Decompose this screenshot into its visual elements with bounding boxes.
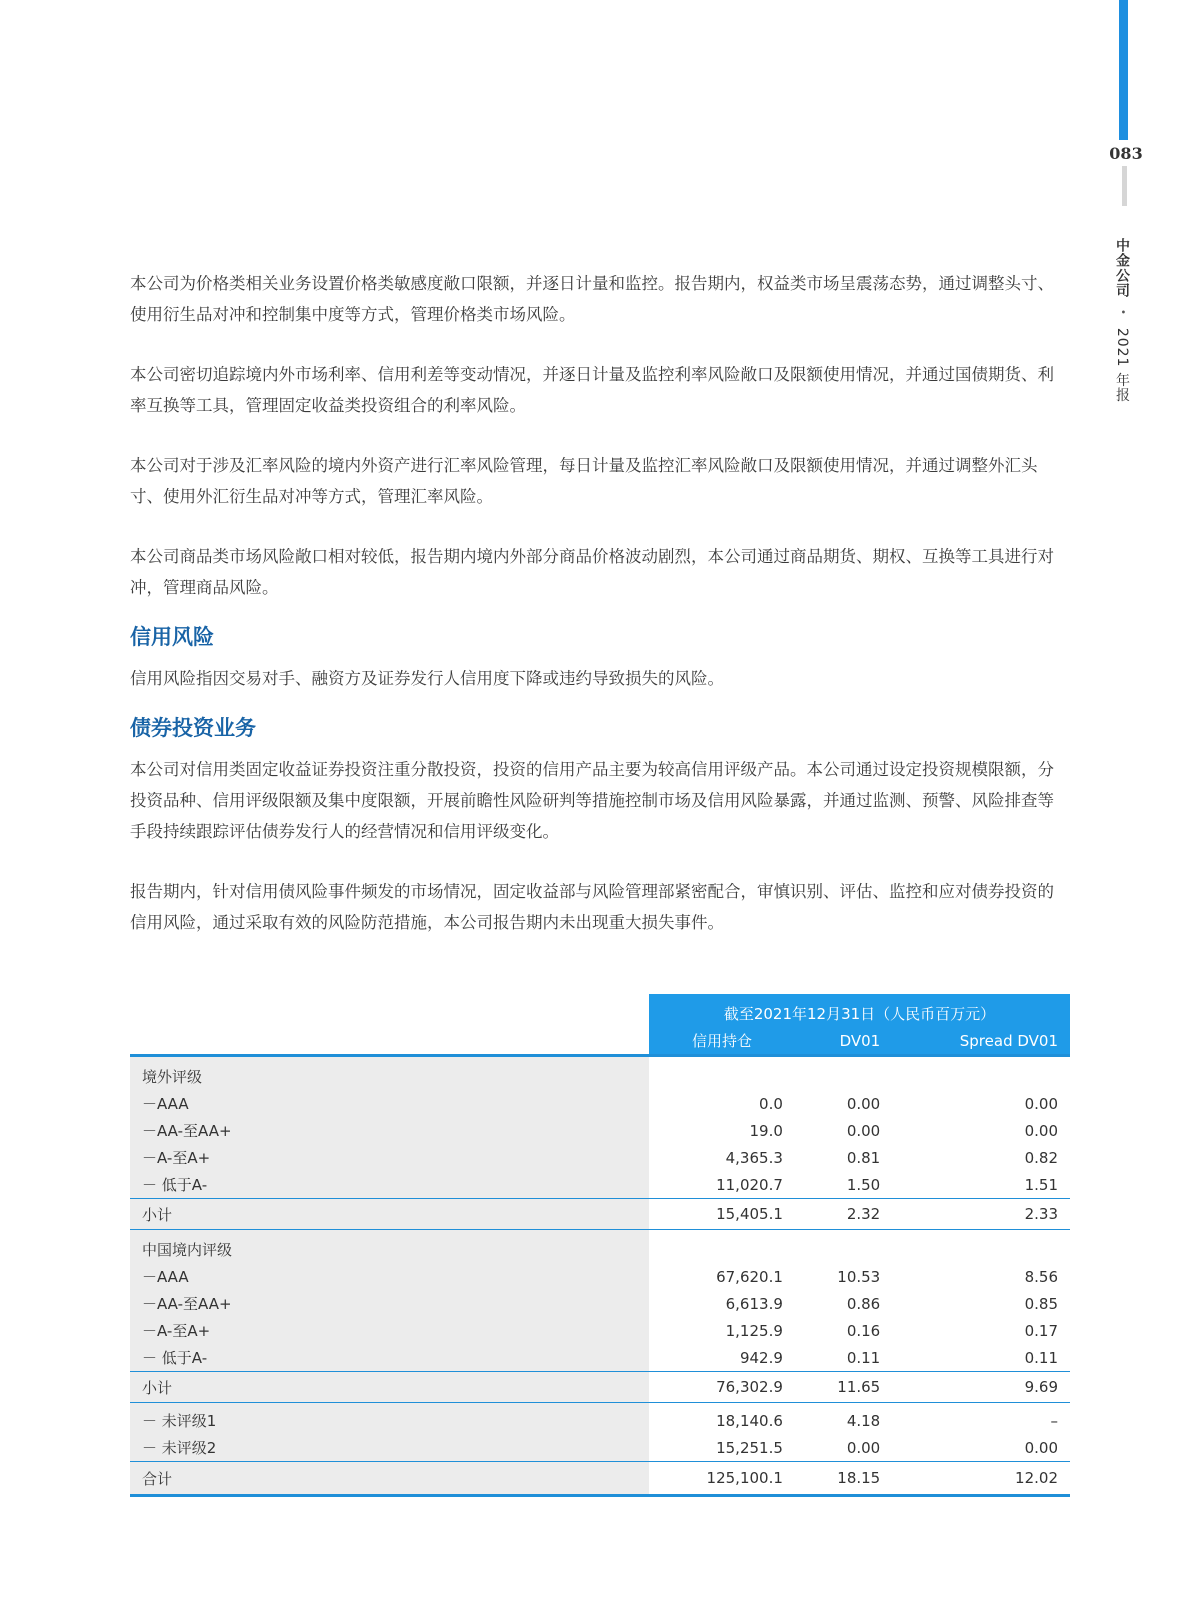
- table-row: [130, 1344, 1070, 1372]
- cell-position: 19.0: [749, 1121, 783, 1140]
- cell-dv01: 0.00: [846, 1438, 881, 1457]
- cell-dv01: 0.81: [846, 1148, 881, 1167]
- row-label: － 未评级1: [130, 1403, 649, 1435]
- row-label: －A-至A+: [130, 1144, 649, 1171]
- cell-position: 4,365.3: [725, 1148, 783, 1167]
- cell-dv01: 10.53: [837, 1267, 881, 1286]
- paragraph-bond-1: 本公司对信用类固定收益证券投资注重分散投资，投资的信用产品主要为较高信用评级产品。本公司通过设定投资规模限额，分投资品种、信用评级限额及集中度限额，开展前瞻性风险研判等措施控制市场及信用风险暴露，并通过监测、预警、风险排查等手段持续跟踪评估债券发行人的经营情况和信用评级变化。: [130, 760, 1054, 841]
- cell-dv01: 11.65: [795, 1372, 892, 1403]
- row-label: － 低于A-: [130, 1171, 649, 1199]
- table-row: [130, 1171, 1070, 1199]
- row-label: － 未评级2: [130, 1434, 649, 1462]
- cell-dv01: 0.00: [846, 1121, 881, 1140]
- cell-spread-dv01: –: [1050, 1411, 1058, 1430]
- column-header-dv01: DV01: [795, 1027, 892, 1056]
- cell-spread-dv01: 9.69: [892, 1372, 1070, 1403]
- cell-spread-dv01: 0.17: [1024, 1321, 1058, 1340]
- row-label: －AAA: [130, 1263, 649, 1290]
- report-year: 2021 年报: [1114, 327, 1130, 403]
- cell-position: 11,020.7: [716, 1175, 783, 1194]
- paragraph-credit-risk: 信用风险指因交易对手、融资方及证券发行人信用度下降或违约导致损失的风险。: [130, 669, 724, 688]
- cell-dv01: 1.50: [846, 1175, 881, 1194]
- credit-position-table: [130, 994, 1070, 1497]
- table-row: [130, 1403, 1070, 1435]
- side-accent-bar: [1119, 0, 1128, 140]
- page-number: 083: [1109, 144, 1143, 163]
- cell-dv01: 0.11: [846, 1348, 881, 1367]
- cell-position: 15,405.1: [649, 1199, 795, 1230]
- cell-dv01: 0.16: [846, 1321, 881, 1340]
- cell-spread-dv01: 0.85: [1024, 1294, 1058, 1313]
- cell-spread-dv01: 2.33: [892, 1199, 1070, 1230]
- table-row: [130, 1117, 1070, 1144]
- table-row: [130, 1434, 1070, 1462]
- section-domestic-label: 中国境内评级: [130, 1230, 649, 1264]
- table-row: [130, 1263, 1070, 1290]
- header-date-unit: 截至2021年12月31日（人民币百万元）: [649, 994, 1070, 1027]
- cell-position: 942.9: [739, 1348, 783, 1367]
- section-overseas-label: 境外评级: [130, 1056, 649, 1091]
- cell-position: 76,302.9: [649, 1372, 795, 1403]
- table-section-row: [130, 1056, 1070, 1091]
- table-section-row: [130, 1230, 1070, 1264]
- row-label: －AAA: [130, 1090, 649, 1117]
- table-column-header-row: [130, 1027, 1070, 1056]
- row-label: －AA-至AA+: [130, 1117, 649, 1144]
- cell-spread-dv01: 0.11: [1024, 1348, 1058, 1367]
- table-header-row: [130, 994, 1070, 1027]
- cell-spread-dv01: 0.00: [1024, 1121, 1058, 1140]
- column-header-position: 信用持仓: [649, 1027, 795, 1056]
- cell-spread-dv01: 12.02: [892, 1462, 1070, 1496]
- cell-spread-dv01: 0.00: [1024, 1094, 1058, 1113]
- cell-dv01: 2.32: [795, 1199, 892, 1230]
- separator-dot: •: [1117, 309, 1128, 317]
- cell-position: 15,251.5: [716, 1438, 783, 1457]
- cell-spread-dv01: 0.82: [1024, 1148, 1058, 1167]
- subtotal-row: [130, 1372, 1070, 1403]
- row-label: －A-至A+: [130, 1317, 649, 1344]
- cell-dv01: 0.86: [846, 1294, 881, 1313]
- subtotal-label: 小计: [130, 1199, 649, 1230]
- heading-bond-investment: 债券投资业务: [130, 716, 256, 740]
- subtotal-label: 小计: [130, 1372, 649, 1403]
- brand-name: 中金公司: [1114, 238, 1130, 298]
- paragraph-commodity-risk: 本公司商品类市场风险敞口相对较低，报告期内境内外部分商品价格波动剧烈，本公司通过商品期货、期权、互换等工具进行对冲，管理商品风险。: [130, 547, 1054, 597]
- table-row: [130, 1317, 1070, 1344]
- cell-dv01: 18.15: [795, 1462, 892, 1496]
- table-row: [130, 1090, 1070, 1117]
- cell-position: 6,613.9: [725, 1294, 783, 1313]
- cell-dv01: 0.00: [846, 1094, 881, 1113]
- cell-spread-dv01: 0.00: [1024, 1438, 1058, 1457]
- paragraph-fx-risk: 本公司对于涉及汇率风险的境内外资产进行汇率风险管理，每日计量及监控汇率风险敞口及限额使用情况，并通过调整外汇头寸、使用外汇衍生品对冲等方式，管理汇率风险。: [130, 456, 1038, 506]
- cell-position: 0.0: [759, 1094, 783, 1113]
- side-divider: [1122, 166, 1127, 206]
- row-label: － 低于A-: [130, 1344, 649, 1372]
- side-report-title: [1112, 238, 1132, 403]
- main-content: [130, 268, 1070, 967]
- cell-position: 125,100.1: [649, 1462, 795, 1496]
- heading-credit-risk: 信用风险: [130, 625, 214, 649]
- cell-position: 67,620.1: [716, 1267, 783, 1286]
- table-row: [130, 1290, 1070, 1317]
- cell-dv01: 4.18: [846, 1411, 881, 1430]
- row-label: －AA-至AA+: [130, 1290, 649, 1317]
- subtotal-row: [130, 1199, 1070, 1230]
- table-row: [130, 1144, 1070, 1171]
- paragraph-price-risk: 本公司为价格类相关业务设置价格类敏感度敞口限额，并逐日计量和监控。报告期内，权益类市场呈震荡态势，通过调整头寸、使用衍生品对冲和控制集中度等方式，管理价格类市场风险。: [130, 274, 1054, 324]
- total-label: 合计: [130, 1462, 649, 1496]
- column-header-spread-dv01: Spread DV01: [892, 1027, 1070, 1056]
- total-row: [130, 1462, 1070, 1496]
- paragraph-interest-rate-risk: 本公司密切追踪境内外市场利率、信用利差等变动情况，并逐日计量及监控利率风险敞口及限额使用情况，并通过国债期货、利率互换等工具，管理固定收益类投资组合的利率风险。: [130, 365, 1054, 415]
- cell-spread-dv01: 8.56: [1024, 1267, 1058, 1286]
- paragraph-bond-2: 报告期内，针对信用债风险事件频发的市场情况，固定收益部与风险管理部紧密配合，审慎识别、评估、监控和应对债券投资的信用风险，通过采取有效的风险防范措施，本公司报告期内未出现重大损失事件。: [130, 882, 1054, 932]
- cell-position: 18,140.6: [716, 1411, 783, 1430]
- cell-spread-dv01: 1.51: [1024, 1175, 1058, 1194]
- cell-position: 1,125.9: [725, 1321, 783, 1340]
